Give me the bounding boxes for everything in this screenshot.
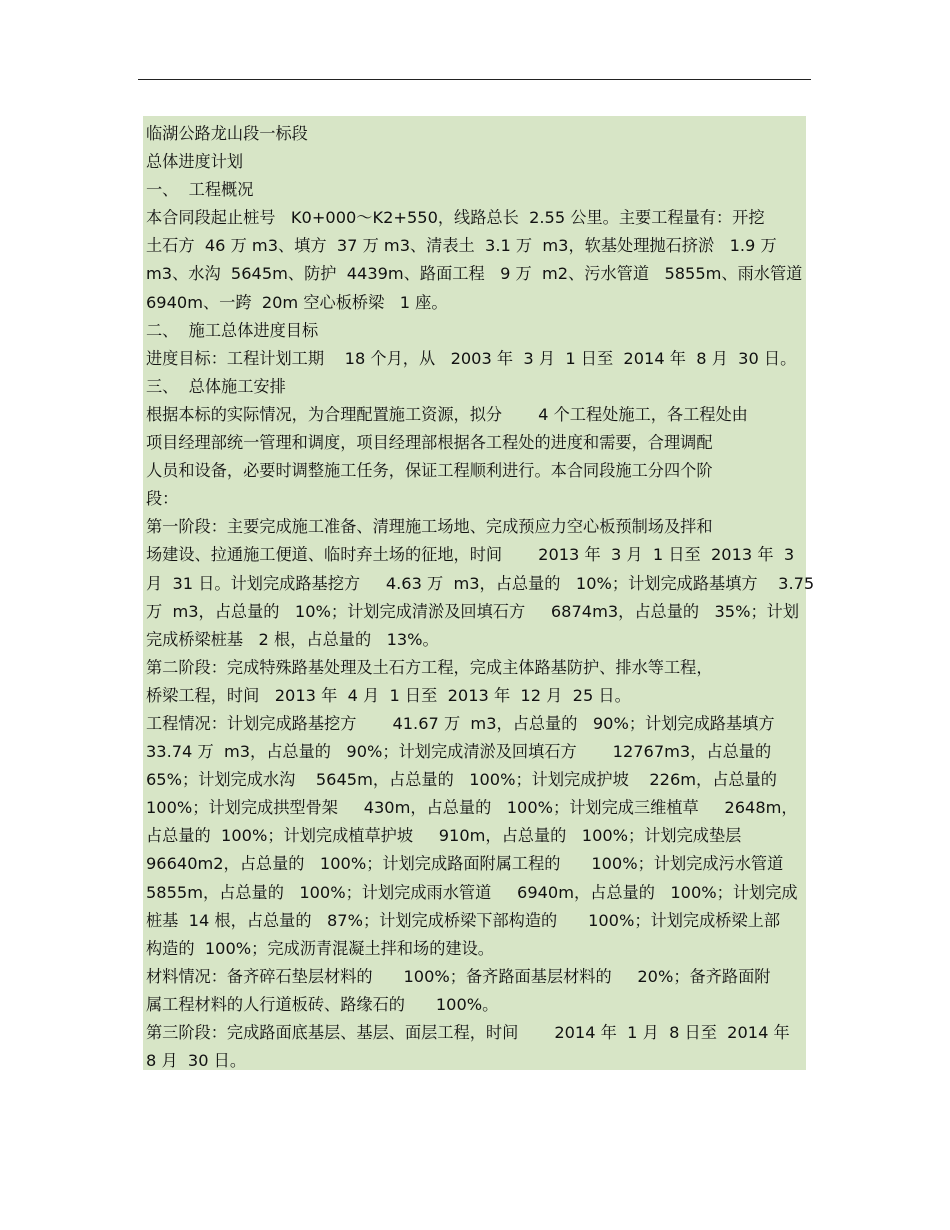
- paragraph-line: 6940m、一跨 20m 空心板桥梁 1 座。: [146, 292, 448, 312]
- work-status-line: 65%；计划完成水沟 5645m，占总量的 100%；计划完成护坡 226m，占总量的: [146, 770, 777, 790]
- work-status-line: 占总量的 100%；计划完成植草护坡 910m，占总量的 100%；计划完成垫层: [146, 826, 742, 846]
- paragraph-line: 土石方 46 万 m3、填方 37 万 m3、清表土 3.1 万 m3，软基处理抛石挤淤 1.9 万: [146, 236, 777, 256]
- document-subtitle: 总体进度计划: [146, 152, 244, 172]
- paragraph-line: 根据本标的实际情况，为合理配置施工资源，拟分 4 个工程处施工，各工程处由: [146, 404, 748, 424]
- work-status-line: 33.74 万 m3，占总量的 90%；计划完成清淤及回填石方 12767m3，占总量的: [146, 742, 772, 762]
- material-status-line: 材料情况：备齐碎石垫层材料的 100%；备齐路面基层材料的 20%；备齐路面附: [146, 966, 771, 986]
- header-rule: [138, 79, 811, 80]
- work-status-line: 96640m2，占总量的 100%；计划完成路面附属工程的 100%；计划完成污水管道: [146, 854, 784, 874]
- material-status-line: 属工程材料的人行道板砖、路缘石的 100%。: [146, 994, 499, 1014]
- phase-one-line: 第一阶段：主要完成施工准备、清理施工场地、完成预应力空心板预制场及拌和: [146, 517, 713, 537]
- paragraph-line: 本合同段起止桩号 K0+000～K2+550，线路总长 2.55 公里。主要工程量有：开挖: [146, 208, 765, 228]
- paragraph-line: 项目经理部统一管理和调度，项目经理部根据各工程处的进度和需要，合理调配: [146, 433, 713, 453]
- phase-two-line: 桥梁工程，时间 2013 年 4 月 1 日至 2013 年 12 月 25 日。: [146, 685, 631, 705]
- phase-one-line: 万 m3，占总量的 10%；计划完成清淤及回填石方 6874m3，占总量的 35%；计划: [146, 601, 800, 621]
- paragraph-line: m3、水沟 5645m、防护 4439m、路面工程 9 万 m2、污水管道 5855m、雨水管道: [146, 264, 803, 284]
- phase-two-line: 第二阶段：完成特殊路基处理及土石方工程，完成主体路基防护、排水等工程，: [146, 657, 713, 677]
- section-heading-overview: 一、 工程概况: [146, 180, 254, 200]
- phase-one-line: 场建设、拉通施工便道、临时弃土场的征地，时间 2013 年 3 月 1 日至 2013 年 3: [146, 545, 795, 565]
- project-title: 临湖公路龙山段一标段: [146, 124, 308, 143]
- paragraph-line: 进度目标：工程计划工期 18 个月，从 2003 年 3 月 1 日至 2014 年 8 月 30 日。: [146, 348, 797, 368]
- section-heading-arrangement: 三、 总体施工安排: [146, 376, 286, 396]
- work-status-line: 100%；计划完成拱型骨架 430m，占总量的 100%；计划完成三维植草 2648m，: [146, 798, 798, 818]
- phase-three-line: 8 月 30 日。: [146, 1051, 247, 1071]
- document-body: [143, 116, 815, 1071]
- phase-one-line: 月 31 日。计划完成路基挖方 4.63 万 m3，占总量的 10%；计划完成路基填方 3.75: [146, 573, 815, 593]
- work-status-line: 构造的 100%；完成沥青混凝土拌和场的建设。: [146, 938, 494, 958]
- work-status-line: 5855m，占总量的 100%；计划完成雨水管道 6940m，占总量的 100%；计划完成: [146, 882, 798, 902]
- paragraph-line: 人员和设备，必要时调整施工任务，保证工程顺利进行。本合同段施工分四个阶: [146, 461, 713, 481]
- paragraph-line: 段：: [146, 489, 179, 509]
- section-heading-schedule-goal: 二、 施工总体进度目标: [146, 320, 319, 340]
- phase-one-line: 完成桥梁桩基 2 根，占总量的 13%。: [146, 629, 439, 649]
- work-status-line: 工程情况：计划完成路基挖方 41.67 万 m3，占总量的 90%；计划完成路基填方: [146, 713, 775, 733]
- phase-three-line: 第三阶段：完成路面底基层、基层、面层工程，时间 2014 年 1 月 8 日至 2014 年: [146, 1023, 790, 1042]
- work-status-line: 桩基 14 根，占总量的 87%；计划完成桥梁下部构造的 100%；计划完成桥梁上部: [146, 910, 781, 930]
